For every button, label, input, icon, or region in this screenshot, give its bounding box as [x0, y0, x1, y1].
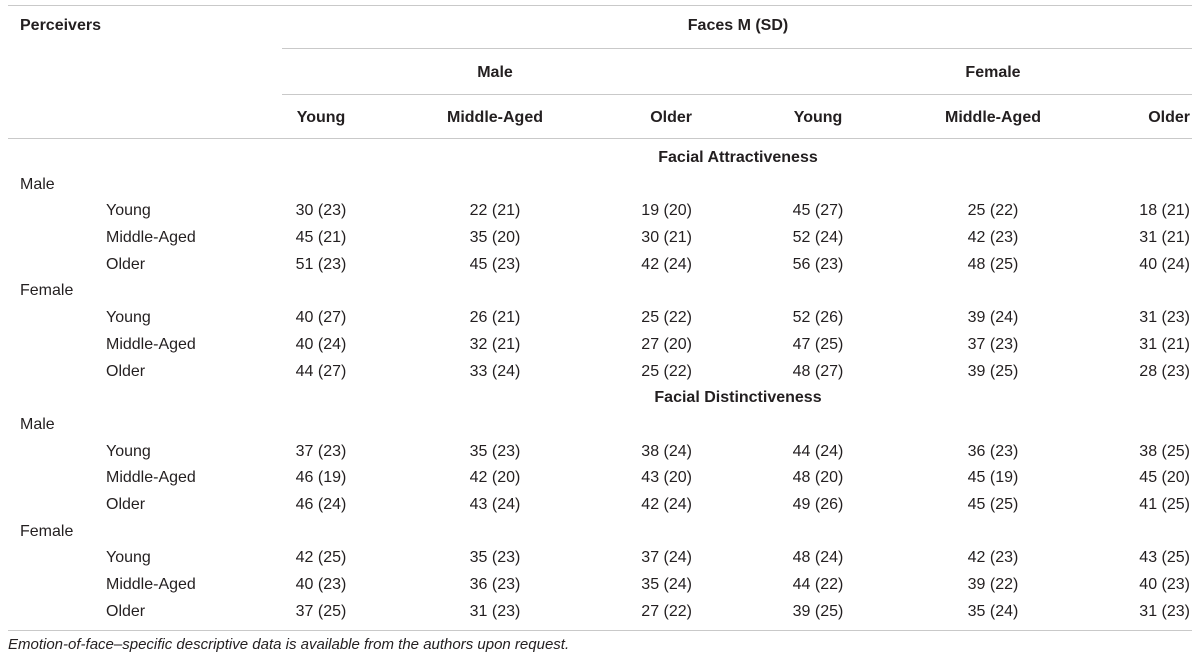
table-cell: 30 (23): [295, 202, 347, 219]
row-label: Older: [106, 363, 146, 380]
faces-header: Faces M (SD): [687, 17, 789, 34]
section-title: Facial Attractiveness: [658, 149, 818, 166]
table-cell: 31 (23): [469, 603, 521, 620]
table-cell: 42 (23): [967, 549, 1019, 566]
table-cell: 45 (20): [1139, 469, 1190, 486]
table-cell: 45 (21): [295, 229, 347, 246]
table-cell: 30 (21): [641, 229, 692, 246]
table-cell: 46 (24): [295, 496, 347, 513]
table-cell: 35 (23): [469, 443, 521, 460]
table-cell: 37 (23): [295, 443, 347, 460]
row-label: Older: [106, 496, 146, 513]
table-cell: 35 (24): [967, 603, 1019, 620]
table-cell: 47 (25): [792, 336, 844, 353]
perceiver-group-label: Female: [20, 523, 74, 540]
row-label: Middle-Aged: [106, 336, 196, 353]
row-label: Middle-Aged: [106, 469, 196, 486]
table-cell: 28 (23): [1139, 363, 1190, 380]
col-header-female-middle-aged: Middle-Aged: [945, 109, 1041, 126]
table-cell: 44 (27): [295, 363, 347, 380]
section-title: Facial Distinctiveness: [654, 389, 822, 406]
perceiver-group-label: Female: [20, 282, 74, 299]
table-cell: 48 (24): [792, 549, 844, 566]
row-label: Young: [106, 202, 151, 219]
table-cell: 36 (23): [967, 443, 1019, 460]
table-cell: 31 (21): [1139, 336, 1190, 353]
female-faces-header: Female: [965, 64, 1021, 81]
table-cell: 37 (23): [967, 336, 1019, 353]
col-header-female-older: Older: [1148, 109, 1190, 126]
table-cell: 32 (21): [469, 336, 521, 353]
table-cell: 35 (24): [641, 576, 692, 593]
table-cell: 37 (25): [295, 603, 347, 620]
table-cell: 45 (19): [967, 469, 1019, 486]
top-rule: [8, 5, 1192, 6]
perceiver-group-label: Male: [20, 176, 55, 193]
col-header-female-young: Young: [793, 109, 843, 126]
table-cell: 43 (24): [469, 496, 521, 513]
table-cell: 42 (25): [295, 549, 347, 566]
table-cell: 19 (20): [641, 202, 692, 219]
row-label: Young: [106, 443, 151, 460]
table-cell: 48 (27): [792, 363, 844, 380]
table-cell: 45 (27): [792, 202, 844, 219]
table-cell: 52 (24): [792, 229, 844, 246]
table-cell: 42 (20): [469, 469, 521, 486]
table-cell: 40 (24): [1139, 256, 1190, 273]
table-cell: 25 (22): [967, 202, 1019, 219]
header-rule: [8, 138, 1192, 139]
table-cell: 45 (25): [967, 496, 1019, 513]
row-label: Middle-Aged: [106, 229, 196, 246]
row-label: Young: [106, 309, 151, 326]
table-cell: 42 (24): [641, 256, 692, 273]
table-cell: 25 (22): [641, 363, 692, 380]
table-cell: 38 (25): [1139, 443, 1190, 460]
footnote: Emotion-of-face–specific descriptive data is available from the authors upon request.: [8, 636, 570, 653]
male-faces-header: Male: [477, 64, 513, 81]
table-cell: 44 (24): [792, 443, 844, 460]
table-cell: 41 (25): [1139, 496, 1190, 513]
col-header-male-young: Young: [296, 109, 346, 126]
table-cell: 26 (21): [469, 309, 521, 326]
table-cell: 18 (21): [1139, 202, 1190, 219]
table-cell: 39 (22): [967, 576, 1019, 593]
table-cell: 48 (25): [967, 256, 1019, 273]
table-cell: 27 (22): [641, 603, 692, 620]
table-cell: 39 (25): [967, 363, 1019, 380]
row-label: Middle-Aged: [106, 576, 196, 593]
table-cell: 40 (23): [295, 576, 347, 593]
table-cell: 22 (21): [469, 202, 521, 219]
table-cell: 56 (23): [792, 256, 844, 273]
table-cell: 45 (23): [469, 256, 521, 273]
row-label: Young: [106, 549, 151, 566]
bottom-rule: [8, 630, 1192, 631]
table-cell: 36 (23): [469, 576, 521, 593]
perceiver-group-label: Male: [20, 416, 55, 433]
table-cell: 35 (20): [469, 229, 521, 246]
table-cell: 42 (24): [641, 496, 692, 513]
table-cell: 43 (25): [1139, 549, 1190, 566]
table-cell: 48 (20): [792, 469, 844, 486]
table-cell: 31 (23): [1139, 309, 1190, 326]
table-cell: 25 (22): [641, 309, 692, 326]
row-label: Older: [106, 603, 146, 620]
col-header-male-middle-aged: Middle-Aged: [447, 109, 543, 126]
sex-rule: [282, 94, 1192, 95]
col-header-male-older: Older: [650, 109, 692, 126]
table-cell: 42 (23): [967, 229, 1019, 246]
table-cell: 44 (22): [792, 576, 844, 593]
table-cell: 52 (26): [792, 309, 844, 326]
table-cell: 39 (25): [792, 603, 844, 620]
perceivers-header: Perceivers: [20, 17, 101, 34]
row-label: Older: [106, 256, 146, 273]
table-cell: 39 (24): [967, 309, 1019, 326]
table-cell: 46 (19): [295, 469, 347, 486]
table-cell: 38 (24): [641, 443, 692, 460]
table-cell: 37 (24): [641, 549, 692, 566]
table-cell: 31 (21): [1139, 229, 1190, 246]
faces-rule: [282, 48, 1192, 49]
table-cell: 27 (20): [641, 336, 692, 353]
table-cell: 51 (23): [295, 256, 347, 273]
table-cell: 33 (24): [469, 363, 521, 380]
table-cell: 49 (26): [792, 496, 844, 513]
table-cell: 40 (27): [295, 309, 347, 326]
table-cell: 31 (23): [1139, 603, 1190, 620]
table-cell: 40 (23): [1139, 576, 1190, 593]
table-cell: 43 (20): [641, 469, 692, 486]
table-cell: 40 (24): [295, 336, 347, 353]
table-cell: 35 (23): [469, 549, 521, 566]
